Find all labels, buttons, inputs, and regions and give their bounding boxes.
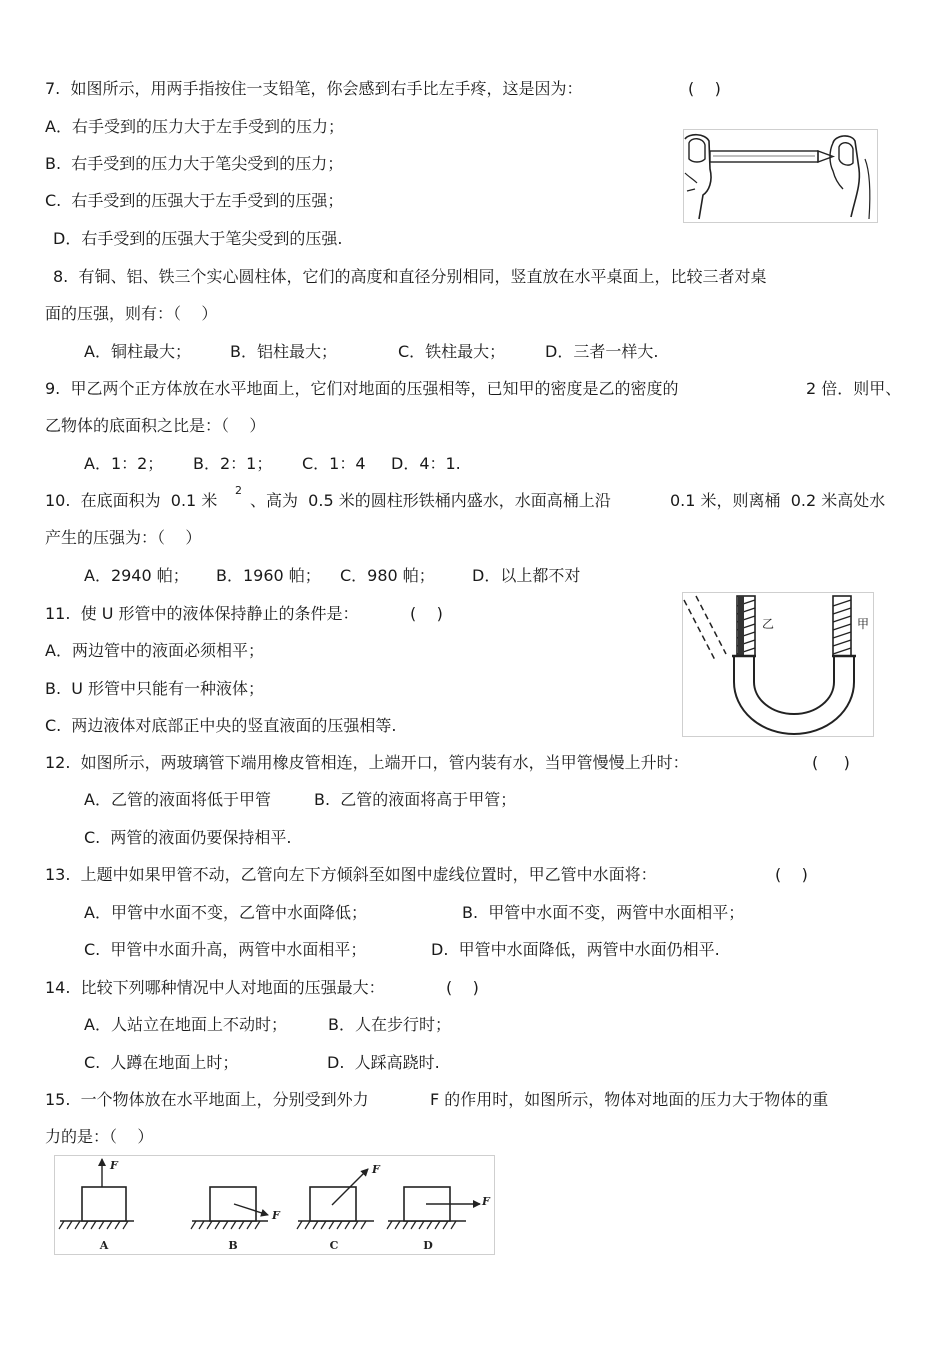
- q9-stem-line2: 乙物体的底面积之比是：（ ）: [45, 416, 266, 435]
- q7-option-a: A．右手受到的压力大于左手受到的压力；: [45, 117, 344, 136]
- q10-option-a: A．2940 帕；: [84, 566, 189, 585]
- q10-stem-line2: 产生的压强为：（ ）: [45, 528, 202, 547]
- q13-option-d: D. 甲管中水面降低，两管中水面仍相平.: [431, 940, 720, 959]
- q9-stem-line1-end: 2 倍．则甲、: [806, 379, 902, 398]
- q7-stem: 7. 如图所示，用两手指按住一支铅笔，你会感到右手比左手疼，这是因为：: [45, 79, 583, 98]
- q10-option-b: B．1960 帕；: [216, 566, 321, 585]
- force-panel-b: [191, 1187, 281, 1252]
- q12-stem: 12. 如图所示，两玻璃管下端用橡皮管相连，上端开口，管内装有水，当甲管慢慢上升时：: [45, 753, 689, 772]
- panel-label-a: A: [99, 1239, 109, 1252]
- q9-option-b: B．2：1；: [193, 454, 273, 473]
- force-diagrams-figure: [54, 1155, 495, 1255]
- q13-option-b: B. 甲管中水面不变，两管中水面相平；: [462, 903, 745, 922]
- q10-stem-line1-mid: 、高为 0.5 米的圆柱形铁桶内盛水，水面高桶上沿: [250, 491, 611, 510]
- q14-option-a: A．人站立在地面上不动时；: [84, 1015, 287, 1034]
- q11-stem: 11. 使 U 形管中的液体保持静止的条件是：: [45, 604, 359, 623]
- q8-option-b: B．铝柱最大；: [230, 342, 337, 361]
- q15-stem-line1: 15. 一个物体放在水平地面上，分别受到外力: [45, 1090, 369, 1109]
- q10-option-c: C．980 帕；: [340, 566, 435, 585]
- tube-label-yi: 乙: [762, 617, 775, 631]
- q14-stem: 14. 比较下列哪种情况中人对地面的压强最大：: [45, 978, 385, 997]
- q14-option-c: C. 人蹲在地面上时；: [84, 1053, 239, 1072]
- q12-answer-bracket: ( ): [812, 753, 850, 772]
- q14-option-d: D. 人踩高跷时.: [327, 1053, 440, 1072]
- q13-option-a: A．甲管中水面不变，乙管中水面降低；: [84, 903, 367, 922]
- q9-option-c: C．1：4: [302, 454, 366, 473]
- panel-label-d: D: [423, 1239, 433, 1252]
- q13-option-c: C. 甲管中水面升高，两管中水面相平；: [84, 940, 367, 959]
- force-panel-d: [387, 1187, 491, 1252]
- q12-option-b: B. 乙管的液面将高于甲管；: [314, 790, 517, 809]
- force-label-c: F: [372, 1163, 380, 1176]
- q11-option-c: C. 两边液体对底部正中央的竖直液面的压强相等.: [45, 716, 397, 735]
- force-label-d: F: [482, 1195, 490, 1208]
- q15-stem-line1-end: F 的作用时，如图所示，物体对地面的压力大于物体的重: [430, 1090, 829, 1109]
- q11-option-b: B. U 形管中只能有一种液体；: [45, 679, 265, 698]
- q9-option-d: D．4：1.: [391, 454, 461, 473]
- q13-answer-bracket: ( ): [775, 865, 808, 884]
- q10-exponent: 2: [235, 484, 242, 497]
- q14-answer-bracket: ( ): [446, 978, 479, 997]
- q15-stem-line2: 力的是：（ ）: [45, 1127, 154, 1146]
- q10-stem-line1: 10. 在底面积为 0.1 米: [45, 491, 218, 510]
- q8-option-a: A．铜柱最大；: [84, 342, 191, 361]
- q9-option-a: A．1：2；: [84, 454, 164, 473]
- panel-label-c: C: [329, 1239, 339, 1252]
- q8-stem-line1: 8. 有铜、铝、铁三个实心圆柱体，它们的高度和直径分别相同，竖直放在水平桌面上，比较三者对桌: [53, 267, 767, 286]
- q9-stem-line1: 9. 甲乙两个正方体放在水平地面上，它们对地面的压强相等，已知甲的密度是乙的密度的: [45, 379, 679, 398]
- q10-option-d: D．以上都不对: [472, 566, 581, 585]
- q7-option-c: C. 右手受到的压强大于左手受到的压强；: [45, 191, 344, 210]
- tube-label-jia: 甲: [857, 617, 870, 631]
- q14-option-b: B．人在步行时；: [328, 1015, 451, 1034]
- pencil-fingers-figure: [683, 129, 878, 223]
- u-tube-figure: [682, 592, 874, 737]
- q8-option-d: D．三者一样大.: [545, 342, 659, 361]
- q13-stem: 13. 上题中如果甲管不动，乙管向左下方倾斜至如图中虚线位置时，甲乙管中水面将：: [45, 865, 657, 884]
- force-panel-a: [59, 1159, 134, 1252]
- q10-stem-line1-end: 0.1 米，则离桶 0.2 米高处水: [670, 491, 886, 510]
- q11-option-a: A．两边管中的液面必须相平；: [45, 641, 264, 660]
- force-label-b: F: [272, 1209, 280, 1222]
- q7-option-d: D．右手受到的压强大于笔尖受到的压强.: [53, 229, 343, 248]
- panel-label-b: B: [228, 1239, 238, 1252]
- q8-stem-line2: 面的压强，则有：（ ）: [45, 304, 218, 323]
- force-label-a: F: [110, 1159, 118, 1172]
- q7-option-b: B. 右手受到的压力大于笔尖受到的压力；: [45, 154, 344, 173]
- q7-answer-bracket: ( ): [688, 79, 721, 98]
- force-panel-c: [297, 1163, 381, 1252]
- q12-option-a: A．乙管的液面将低于甲管: [84, 790, 271, 809]
- q12-option-c: C. 两管的液面仍要保持相平.: [84, 828, 292, 847]
- q8-option-c: C．铁柱最大；: [398, 342, 506, 361]
- q11-answer-bracket: ( ): [410, 604, 443, 623]
